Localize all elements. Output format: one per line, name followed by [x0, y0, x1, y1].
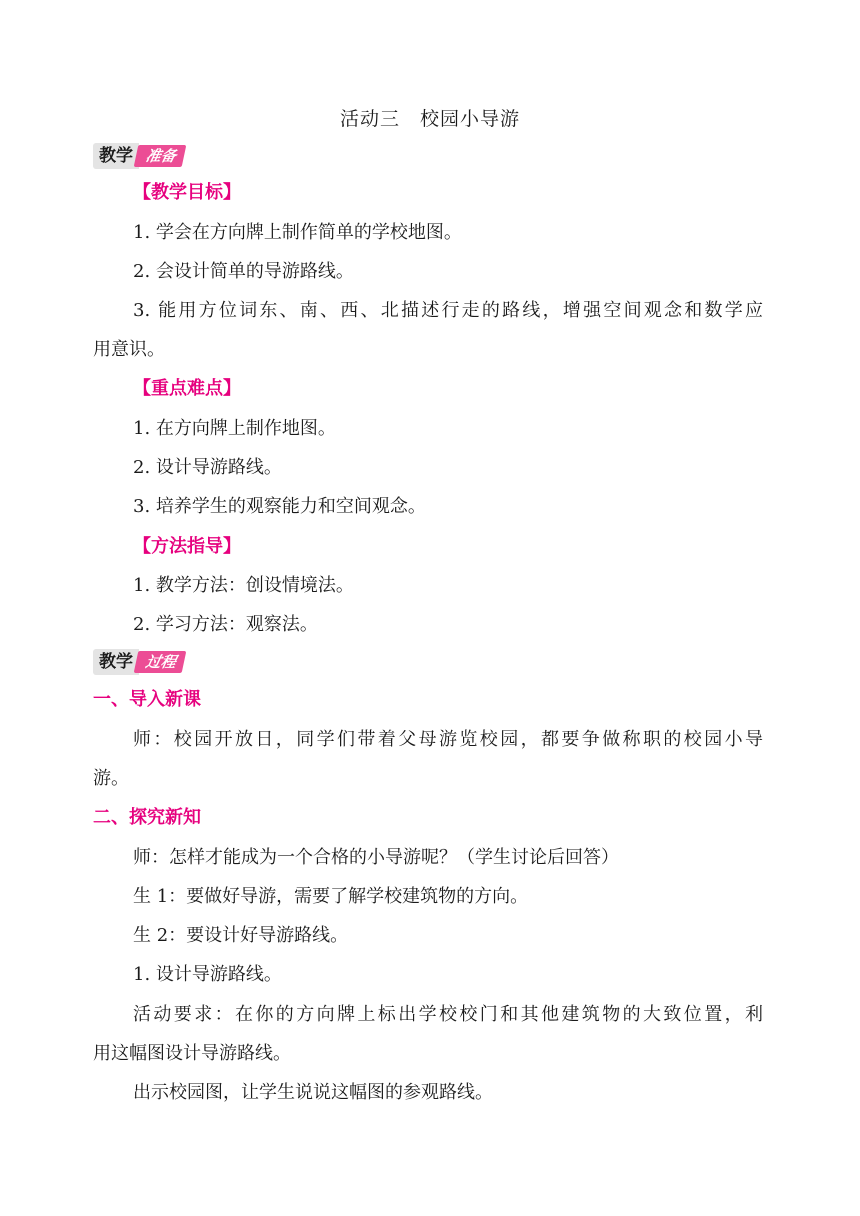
section-intro-heading: 一、导入新课 [93, 689, 201, 710]
teaching-prep-badge [93, 143, 184, 169]
paragraph-line: 师：校园开放日，同学们带着父母游览校园，都要争做称职的校园小导 [133, 729, 763, 750]
badge-tag: 准备 [134, 145, 187, 167]
teaching-process-badge [93, 649, 184, 675]
paragraph-line: 用这幅图设计导游路线。 [93, 1043, 291, 1064]
goal-item: 3. 能用方位词东、南、西、北描述行走的路线，增强空间观念和数学应 [133, 300, 763, 321]
page-title: 活动三 校园小导游 [339, 108, 520, 130]
method-item: 2. 学习方法：观察法。 [133, 614, 318, 635]
section-explore-heading: 二、探究新知 [93, 807, 201, 828]
badge-tag: 过程 [134, 651, 187, 673]
key-point-item: 1. 在方向牌上制作地图。 [133, 418, 336, 439]
paragraph-line: 出示校园图，让学生说说这幅图的参观路线。 [133, 1082, 493, 1103]
goal-item: 1. 学会在方向牌上制作简单的学校地图。 [133, 222, 462, 243]
key-points-heading: 【重点难点】 [133, 378, 241, 399]
paragraph-line: 游。 [93, 768, 129, 789]
method-item: 1. 教学方法：创设情境法。 [133, 575, 354, 596]
paragraph-line: 活动要求：在你的方向牌上标出学校校门和其他建筑物的大致位置，利 [133, 1004, 763, 1025]
paragraph-line: 师：怎样才能成为一个合格的小导游呢？（学生讨论后回答） [133, 847, 619, 868]
goal-item-continued: 用意识。 [93, 339, 165, 360]
paragraph-line: 生 1：要做好导游，需要了解学校建筑物的方向。 [133, 886, 529, 907]
badge-label: 教学 [93, 143, 139, 169]
badge-label: 教学 [93, 649, 139, 675]
method-heading: 【方法指导】 [133, 536, 241, 557]
paragraph-line: 1. 设计导游路线。 [133, 964, 282, 985]
paragraph-line: 生 2：要设计好导游路线。 [133, 925, 349, 946]
goals-heading: 【教学目标】 [133, 182, 241, 203]
key-point-item: 2. 设计导游路线。 [133, 457, 282, 478]
goal-item: 2. 会设计简单的导游路线。 [133, 261, 354, 282]
key-point-item: 3. 培养学生的观察能力和空间观念。 [133, 496, 426, 517]
